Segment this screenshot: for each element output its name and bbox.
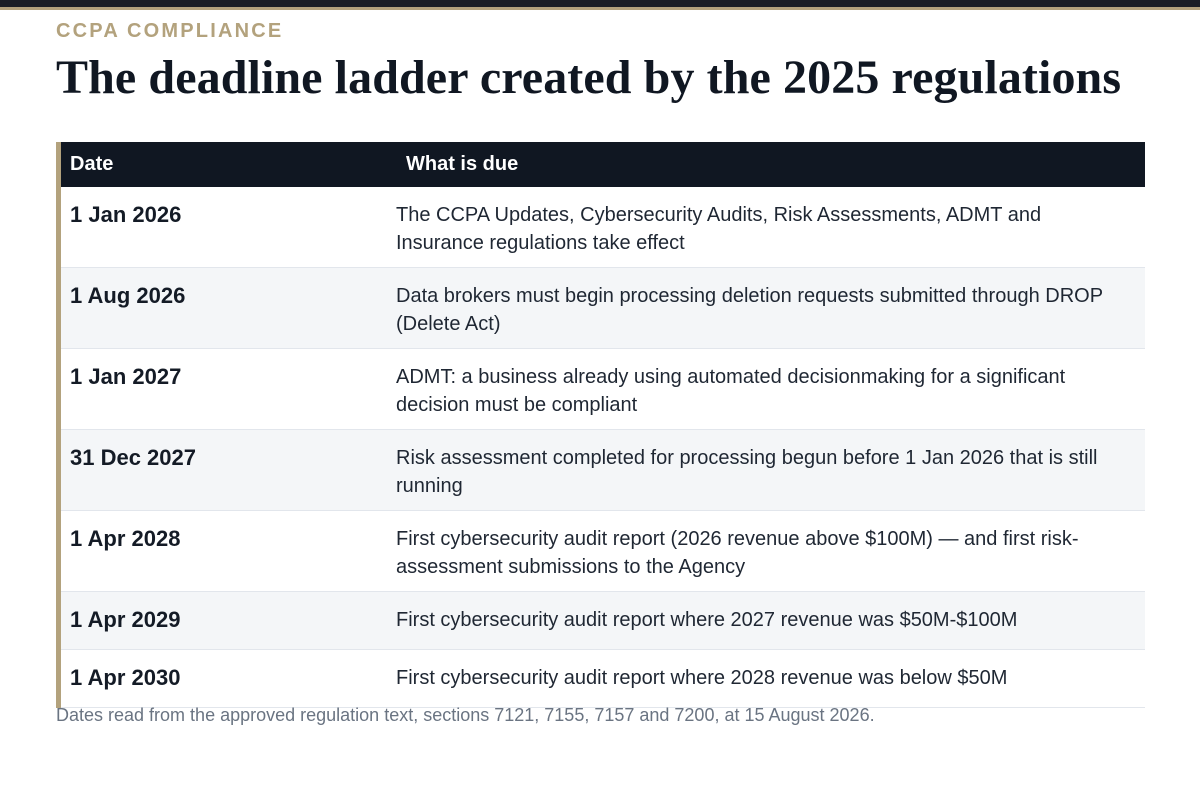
row-due: Data brokers must begin processing deletion requests submitted through DROP (Delete Act) [396,268,1145,349]
table-row [61,650,1145,708]
row-due: Risk assessment completed for processing begun before 1 Jan 2026 that is still running [396,430,1145,511]
table-row [61,430,1145,511]
row-date: 31 Dec 2027 [61,430,396,511]
table-header-row [61,142,1145,187]
row-due: First cybersecurity audit report (2026 revenue above $100M) — and first risk-assessment submissions to the Agency [396,511,1145,592]
top-rule [0,0,1200,10]
row-due: First cybersecurity audit report where 2027 revenue was $50M-$100M [396,592,1145,650]
column-header-date: Date [61,142,396,187]
row-due: ADMT: a business already using automated decisionmaking for a significant decision must be compliant [396,349,1145,430]
table-row [61,511,1145,592]
column-header-due: What is due [396,142,1145,187]
row-due: First cybersecurity audit report where 2028 revenue was below $50M [396,650,1145,708]
deadline-table [61,142,1145,708]
section-kicker: CCPA COMPLIANCE [56,20,284,42]
source-footnote: Dates read from the approved regulation text, sections 7121, 7155, 7157 and 7200, at 15 August 2026. [56,705,875,725]
deadline-table-container [56,142,1145,708]
table-row [61,268,1145,349]
top-rule-accent [0,7,1200,10]
row-date: 1 Jan 2027 [61,349,396,430]
table-row [61,592,1145,650]
table-row [61,187,1145,268]
row-date: 1 Apr 2029 [61,592,396,650]
page-title: The deadline ladder created by the 2025 regulations [56,51,1122,104]
row-due: The CCPA Updates, Cybersecurity Audits, Risk Assessments, ADMT and Insurance regulations take effect [396,187,1145,268]
table-row [61,349,1145,430]
row-date: 1 Apr 2030 [61,650,396,708]
row-date: 1 Apr 2028 [61,511,396,592]
row-date: 1 Aug 2026 [61,268,396,349]
row-date: 1 Jan 2026 [61,187,396,268]
